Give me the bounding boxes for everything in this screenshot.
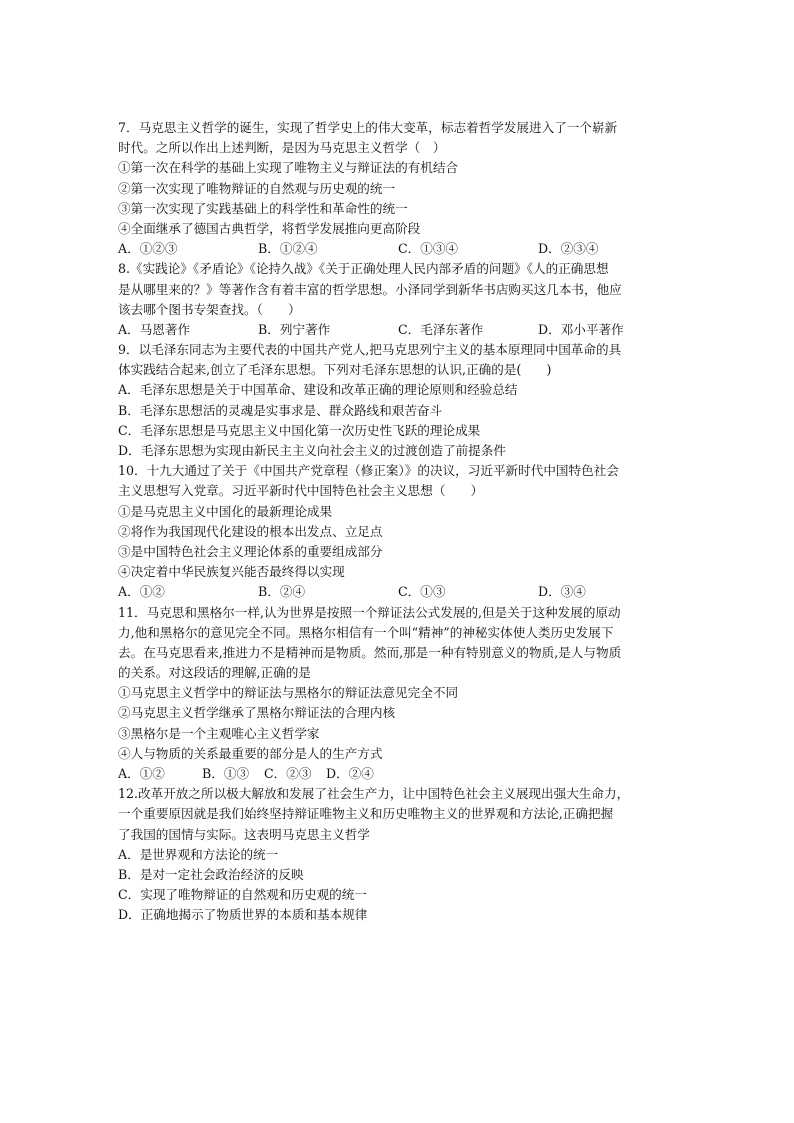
question-text-line: A．毛泽东思想是关于中国革命、建设和改革正确的理论原则和经验总结 — [118, 382, 518, 398]
question-text-line: ④决定着中华民族复兴能否最终得以实现 — [118, 564, 345, 580]
question-text-line: C．毛泽东思想是马克思主义中国化第一次历史性飞跃的理论成果 — [118, 422, 481, 438]
answer-option: C．②③ — [264, 766, 312, 781]
question-text-line: 去。在马克思看来,推进力不是精神而是物质。然而,那是一种有特别意义的物质,是人与物质 — [118, 644, 622, 660]
question-text-line: 9．以毛泽东同志为主要代表的中国共产党人,把马克思列宁主义的基本原理同中国革命的具 — [118, 342, 622, 358]
question-7 — [118, 118, 678, 259]
question-12 — [118, 784, 678, 925]
answer-options — [118, 239, 678, 259]
answer-option: B．列宁著作 — [258, 321, 331, 337]
question-text-line: 8.《实践论》《矛盾论》《论持久战》《关于正确处理人民内部矛盾的问题》《人的正确思想 — [118, 261, 609, 277]
question-text-line: D．正确地揭示了物质世界的本质和基本规律 — [118, 907, 368, 923]
question-text-line: 主义思想写入党章。习近平新时代中国特色社会主义思想（ ） — [118, 483, 484, 499]
question-text-line: 12.改革开放之所以极大解放和发展了社会生产力，让中国特色社会主义展现出强大生命力， — [118, 786, 630, 802]
answer-options — [118, 764, 678, 784]
answer-option: D．②④ — [326, 766, 374, 781]
question-text-line: 是从哪里来的？》等著作含有着丰富的哲学思想。小泽同学到新华书店购买这几本书，他应 — [118, 281, 622, 297]
question-text-line: ②第一次实现了唯物辩证的自然观与历史观的统一 — [118, 180, 396, 196]
answer-option: C．①③④ — [398, 241, 459, 257]
question-text-line: ④全面继承了德国古典哲学，将哲学发展推向更高阶段 — [118, 220, 421, 236]
question-text-line: 7．马克思主义哲学的诞生，实现了哲学史上的伟大变革，标志着哲学发展进入了一个崭新 — [118, 120, 618, 135]
answer-option: A．①② — [118, 584, 165, 600]
answer-option: D．②③④ — [538, 241, 599, 257]
answer-option: D．③④ — [538, 584, 586, 600]
question-text-line: D．毛泽东思想为实现由新民主主义向社会主义的过渡创造了前提条件 — [118, 443, 506, 458]
question-text-line: 体实践结合起来,创立了毛泽东思想。下列对毛泽东思想的认识,正确的是( ) — [118, 362, 552, 378]
question-text-line: 该去哪个图书专架查找。（ ） — [118, 301, 301, 317]
answer-option: C．毛泽东著作 — [398, 321, 484, 337]
question-text-line: ②马克思主义哲学继承了黑格尔辩证法的合理内核 — [118, 705, 396, 721]
answer-option: A．①②③ — [118, 241, 178, 257]
question-text-line: C．实现了唯物辩证的自然观和历史观的统一 — [118, 887, 367, 903]
question-text-line: 的关系。对这段话的理解,正确的是 — [118, 665, 311, 681]
question-text-line: A．是世界观和方法论的统一 — [118, 846, 279, 862]
question-text-line: 一个重要原因就是我们始终坚持辩证唯物主义和历史唯物主义的世界观和方法论,正确把握 — [118, 806, 614, 822]
question-9 — [118, 340, 678, 461]
question-text-line: 11．马克思和黑格尔一样,认为世界是按照一个辩证法公式发展的,但是关于这种发展的原动 — [118, 604, 621, 620]
question-text-line: ③是中国特色社会主义理论体系的重要组成部分 — [118, 543, 383, 559]
answer-options — [118, 320, 678, 340]
question-text-line: 时代。之所以作出上述判断，是因为马克思主义哲学（ ） — [118, 140, 446, 156]
question-10 — [118, 461, 678, 602]
question-text-line: ②将作为我国现代化建设的根本出发点、立足点 — [118, 523, 383, 539]
question-8 — [118, 259, 678, 340]
answer-option: A．马恩著作 — [118, 321, 191, 337]
answer-option: B．②④ — [258, 584, 306, 600]
question-text-line: ③第一次实现了实践基础上的科学性和革命性的统一 — [118, 200, 408, 216]
question-text-line: ①马克思主义哲学中的辩证法与黑格尔的辩证法意见完全不同 — [118, 685, 459, 701]
question-text-line: ③黑格尔是一个主观唯心主义哲学家 — [118, 725, 320, 741]
question-11 — [118, 603, 678, 785]
answer-option: A．①② — [118, 766, 165, 781]
question-text-line: B．是对一定社会政治经济的反映 — [118, 866, 304, 882]
answer-option: C．①③ — [398, 584, 446, 600]
question-text-line: 了我国的国情与实际。这表明马克思主义哲学 — [118, 826, 370, 842]
answer-options — [118, 582, 678, 602]
question-text-line: 10．十九大通过了关于《中国共产党章程（修正案）》的决议，习近平新时代中国特色社会 — [118, 463, 619, 479]
question-text-line: ①是马克思主义中国化的最新理论成果 — [118, 503, 333, 519]
answer-option: B．①②④ — [258, 241, 318, 257]
exam-page — [118, 118, 678, 926]
answer-option: B．①③ — [202, 766, 250, 781]
answer-option: D．邓小平著作 — [538, 321, 624, 337]
question-text-line: B．毛泽东思想活的灵魂是实事求是、群众路线和艰苦奋斗 — [118, 402, 443, 418]
question-text-line: ①第一次在科学的基础上实现了唯物主义与辩证法的有机结合 — [118, 160, 459, 176]
question-text-line: ④人与物质的关系最重要的部分是人的生产方式 — [118, 745, 383, 761]
question-text-line: 力,他和黑格尔的意见完全不同。黑格尔相信有一个叫“精神”的神秘实体使人类历史发展下 — [118, 624, 614, 640]
